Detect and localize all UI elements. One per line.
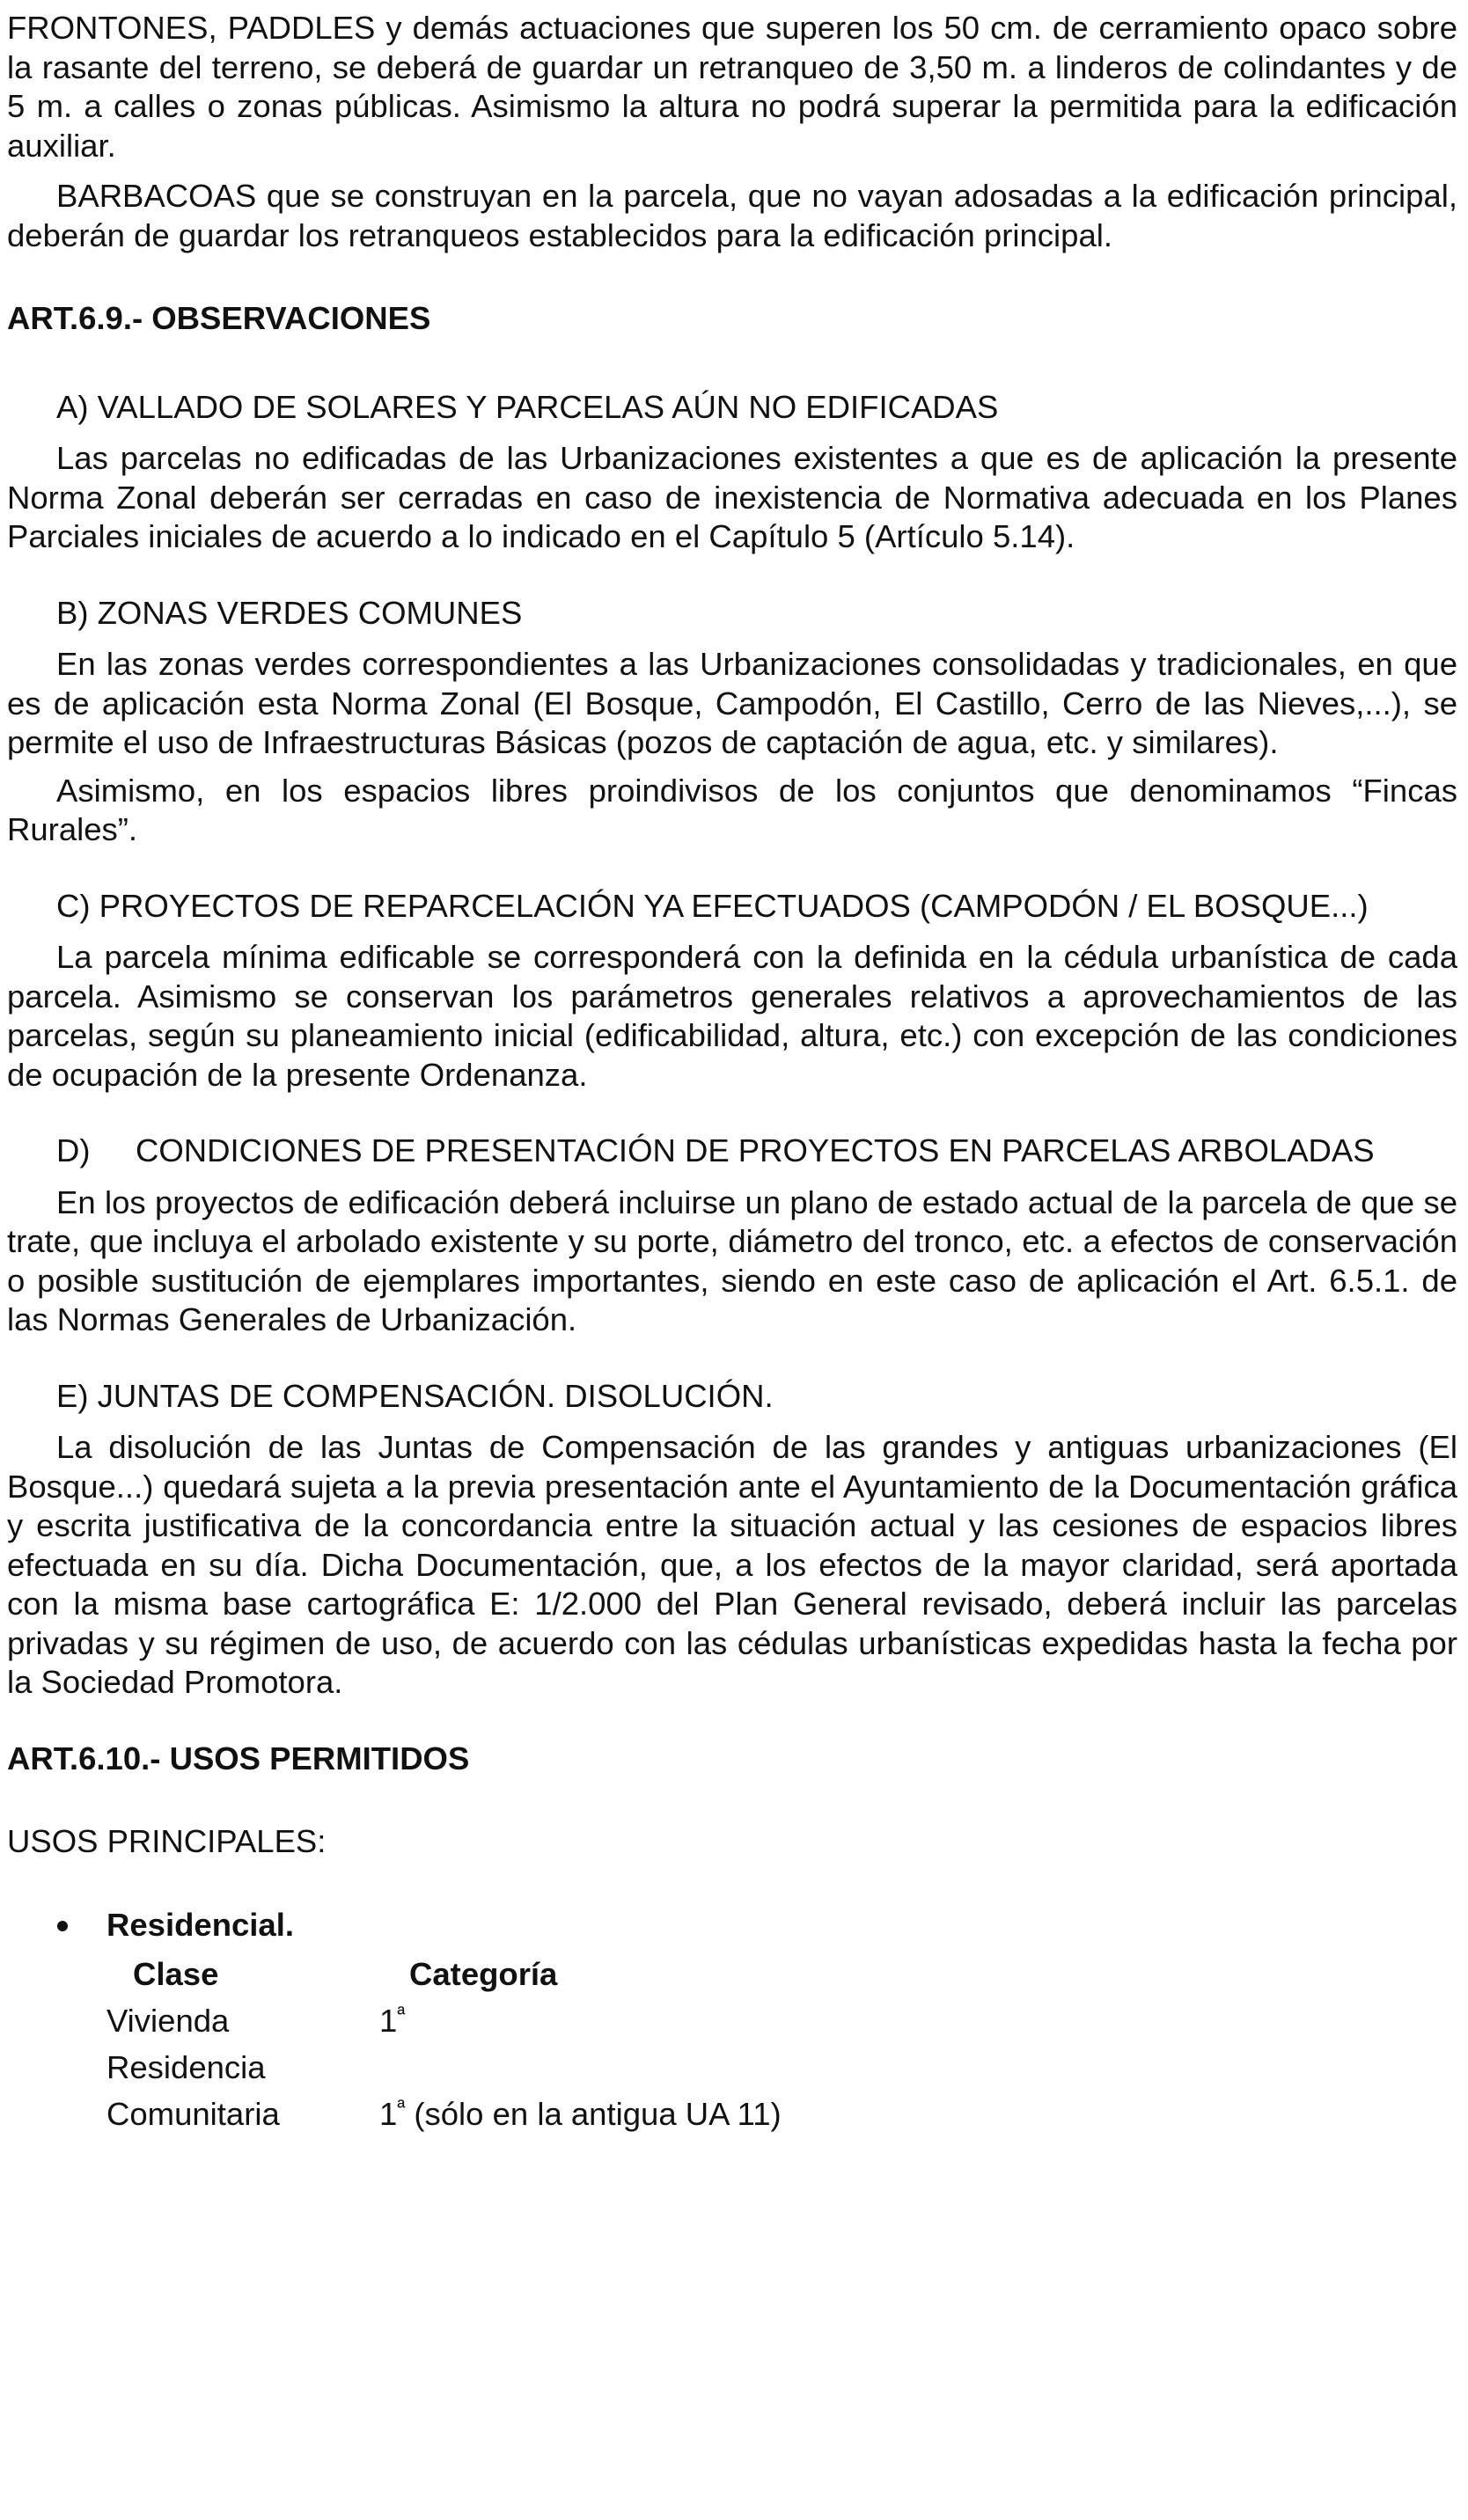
section-d-heading (7, 1132, 1457, 1171)
table-cell-categoria: $1^ª$ (sólo en la antigua UA 11) (379, 2096, 782, 2133)
bullet-residencial (7, 1906, 1457, 1945)
table-cell-categoria: $1^ª$ (379, 2003, 406, 2040)
section-e-heading: E) JUNTAS DE COMPENSACIÓN. DISOLUCIÓN. (56, 1377, 774, 1414)
section-a-body: Las parcelas no edificadas de las Urbanizaciones existentes a que es de aplicación la presente Norma Zonal deberán ser cerradas en caso de inexistencia de Normativa adecuada en los Planes Parciales iniciales de acuerdo a lo indicado en el Capítulo 5 (Artículo 5.14). (7, 440, 1457, 554)
table-cell-clase: Comunitaria (106, 2096, 280, 2133)
article-6-10-title: ART.6.10.- USOS PERMITIDOS (7, 1740, 470, 1776)
section-c-heading: C) PROYECTOS DE REPARCELACIÓN YA EFECTUADOS (CAMPODÓN / EL BOSQUE...) (56, 887, 1369, 924)
table-cell-clase: Vivienda (106, 2003, 230, 2040)
section-c-body: La parcela mínima edificable se corresponderá con la definida en la cédula urbanística de cada parcela. Asimismo se conservan los parámetros generales relativos a aprovechamientos de las parcelas, según su planeamiento inicial (edificabilidad, altura, etc.) con excepción de las condiciones de ocupación de la presente Ordenanza. (7, 939, 1457, 1093)
bullet-residencial-label: Residencial. (106, 1906, 295, 1943)
bullet-icon (57, 1921, 68, 1931)
section-e-body: La disolución de las Juntas de Compensación de las grandes y antiguas urbanizaciones (El Bosque...) quedará sujeta a la previa presentación ante el Ayuntamiento de la Documentación gráfica y escrita justificativa de la concordancia entre la situación actual y las cesiones de espacios libres efectuada en su día. Dicha Documentación, que, a los efectos de la mayor claridad, será aportada con la misma base cartográfica E: 1/2.000 del Plan General revisado, deberá incluir las parcelas privadas y su régimen de uso, de acuerdo con las cédulas urbanísticas expedidas hasta la fecha por la Sociedad Promotora. (7, 1429, 1457, 1700)
usos-table (106, 1952, 782, 2138)
table-header-categoria: Categoría (409, 1956, 558, 1993)
document-body (7, 9, 1457, 2138)
section-d-heading-text: CONDICIONES DE PRESENTACIÓN DE PROYECTOS EN PARCELAS ARBOLADAS (136, 1132, 1375, 1168)
paragraph-frontones: FRONTONES, PADDLES y demás actuaciones que superen los 50 cm. de cerramiento opaco sobre la rasante del terreno, se deberá de guardar un retranqueo de 3,50 m. a linderos de colindantes y de 5 m. a calles o zonas públicas. Asimismo la altura no podrá superar la permitida para la edificación auxiliar. (7, 10, 1457, 164)
table-cell-clase: Residencia (106, 2049, 266, 2086)
section-d-letter: D) (56, 1132, 91, 1168)
table-row (106, 2045, 782, 2091)
table-row (106, 2091, 782, 2138)
section-b-body-2: Asimismo, en los espacios libres proindivisos de los conjuntos que denominamos “Fincas Rurales”. (7, 772, 1457, 847)
table-row (106, 1998, 782, 2045)
section-b-body-1: En las zonas verdes correspondientes a las Urbanizaciones consolidadas y tradicionales, en que es de aplicación esta Norma Zonal (El Bosque, Campodón, El Castillo, Cerro de las Nieves,...), se permite el uso de Infraestructuras Básicas (pozos de captación de agua, etc. y similares). (7, 646, 1457, 760)
section-b-heading: B) ZONAS VERDES COMUNES (56, 594, 523, 631)
usos-principales-label: USOS PRINCIPALES: (7, 1823, 327, 1859)
paragraph-barbacoas: BARBACOAS que se construyan en la parcela, que no vayan adosadas a la edificación principal, deberán de guardar los retranqueos establecidos para la edificación principal. (7, 178, 1457, 253)
table-header-row (106, 1952, 782, 1998)
table-cell-categoria (379, 2045, 782, 2091)
section-a-heading: A) VALLADO DE SOLARES Y PARCELAS AÚN NO EDIFICADAS (56, 388, 999, 425)
table-header-clase: Clase (133, 1956, 219, 1993)
section-d-body: En los proyectos de edificación deberá incluirse un plano de estado actual de la parcela de que se trate, que incluya el arbolado existente y su porte, diámetro del tronco, etc. a efectos de conservación o posible sustitución de ejemplares importantes, siendo en este caso de aplicación el Art. 6.5.1. de las Normas Generales de Urbanización. (7, 1183, 1457, 1337)
article-6-9-title: ART.6.9.- OBSERVACIONES (7, 300, 431, 336)
